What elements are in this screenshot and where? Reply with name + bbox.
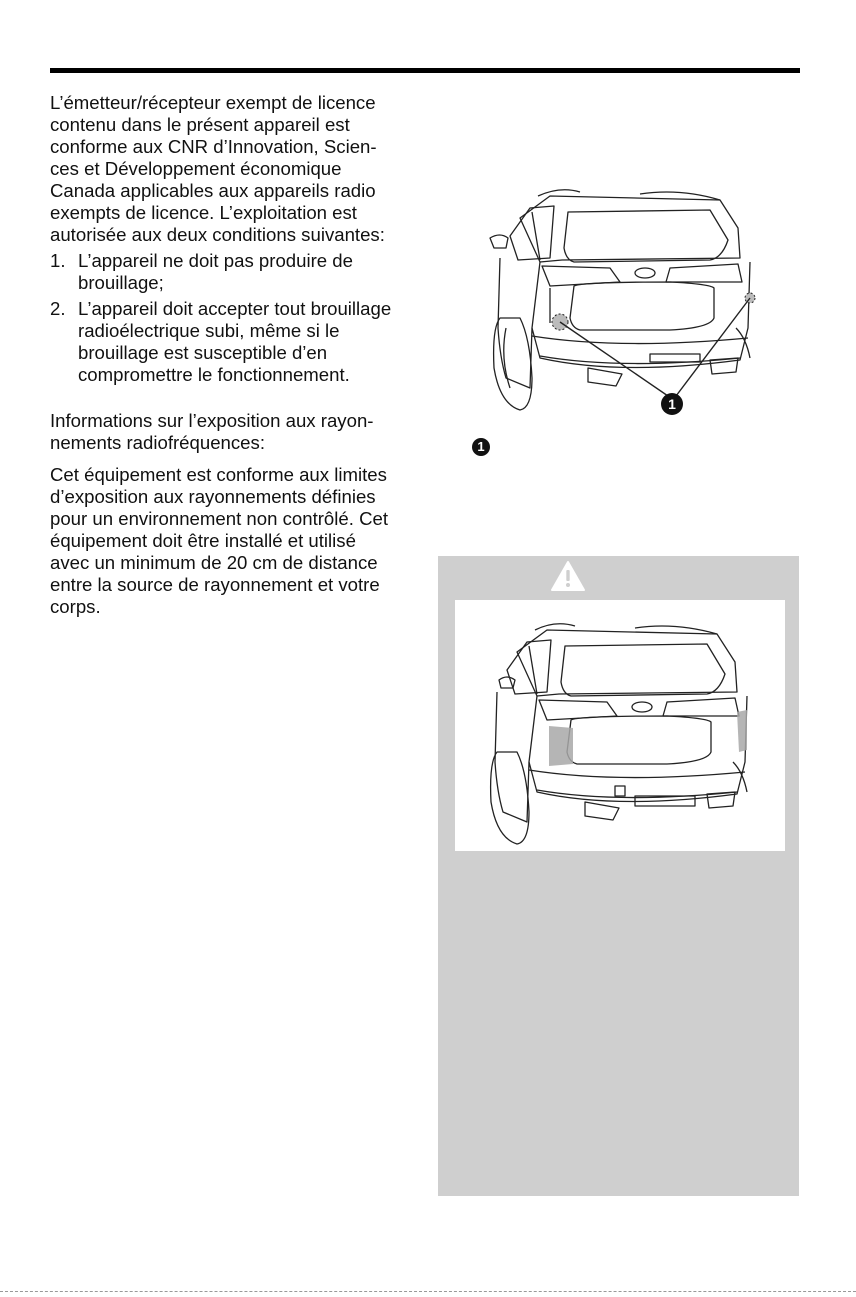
intro-line: contenu dans le présent appareil est	[50, 114, 350, 135]
car-rear-drawing	[470, 178, 770, 432]
condition-line: L’appareil doit accepter tout brouillage	[78, 298, 392, 319]
heading-line: Informations sur l’exposition aux rayon-	[50, 410, 374, 431]
exposure-line: pour un environnement non contrôlé. Cet	[50, 508, 389, 529]
exposure-line: d’exposition aux rayonnements définies	[50, 486, 376, 507]
condition-line: brouillage;	[78, 272, 164, 293]
caption-marker: 1	[472, 438, 490, 456]
condition-number: 1.	[50, 250, 66, 271]
heading-line: nements radiofréquences:	[50, 432, 265, 453]
exposure-line: Cet équipement est conforme aux limites	[50, 464, 387, 485]
condition-line: L’appareil ne doit pas produire de	[78, 250, 353, 271]
exposure-paragraph	[50, 464, 412, 618]
intro-line: ces et Développement économique	[50, 158, 342, 179]
condition-line: compromettre le fonctionnement.	[78, 364, 350, 385]
condition-line: brouillage est susceptible d’en	[78, 342, 328, 363]
exposure-heading	[50, 410, 412, 454]
intro-line: exempts de licence. L’exploitation est	[50, 202, 357, 223]
intro-line: autorisée aux deux conditions suivantes:	[50, 224, 385, 245]
left-column	[50, 92, 412, 618]
top-rule	[50, 68, 800, 73]
condition-number: 2.	[50, 298, 66, 319]
condition-item	[50, 298, 412, 386]
conditions-list	[50, 250, 412, 386]
exposure-line: corps.	[50, 596, 101, 617]
exposure-line: équipement doit être installé et utilisé	[50, 530, 356, 551]
warning-triangle-icon	[550, 560, 586, 592]
callout-label: 1	[668, 396, 676, 412]
car-rear-shaded-zone-illustration	[455, 600, 785, 851]
intro-paragraph	[50, 92, 412, 246]
intro-line: Canada applicables aux appareils radio	[50, 180, 376, 201]
car-rear-illustration	[470, 178, 770, 432]
intro-line: conforme aux CNR d’Innovation, Scien-	[50, 136, 377, 157]
intro-line: L’émetteur/récepteur exempt de licence	[50, 92, 376, 113]
exposure-line: entre la source de rayonnement et votre	[50, 574, 380, 595]
bottom-rule	[0, 1291, 856, 1292]
condition-item	[50, 250, 412, 294]
condition-line: radioélectrique subi, même si le	[78, 320, 340, 341]
exposure-line: avec un minimum de 20 cm de distance	[50, 552, 378, 573]
